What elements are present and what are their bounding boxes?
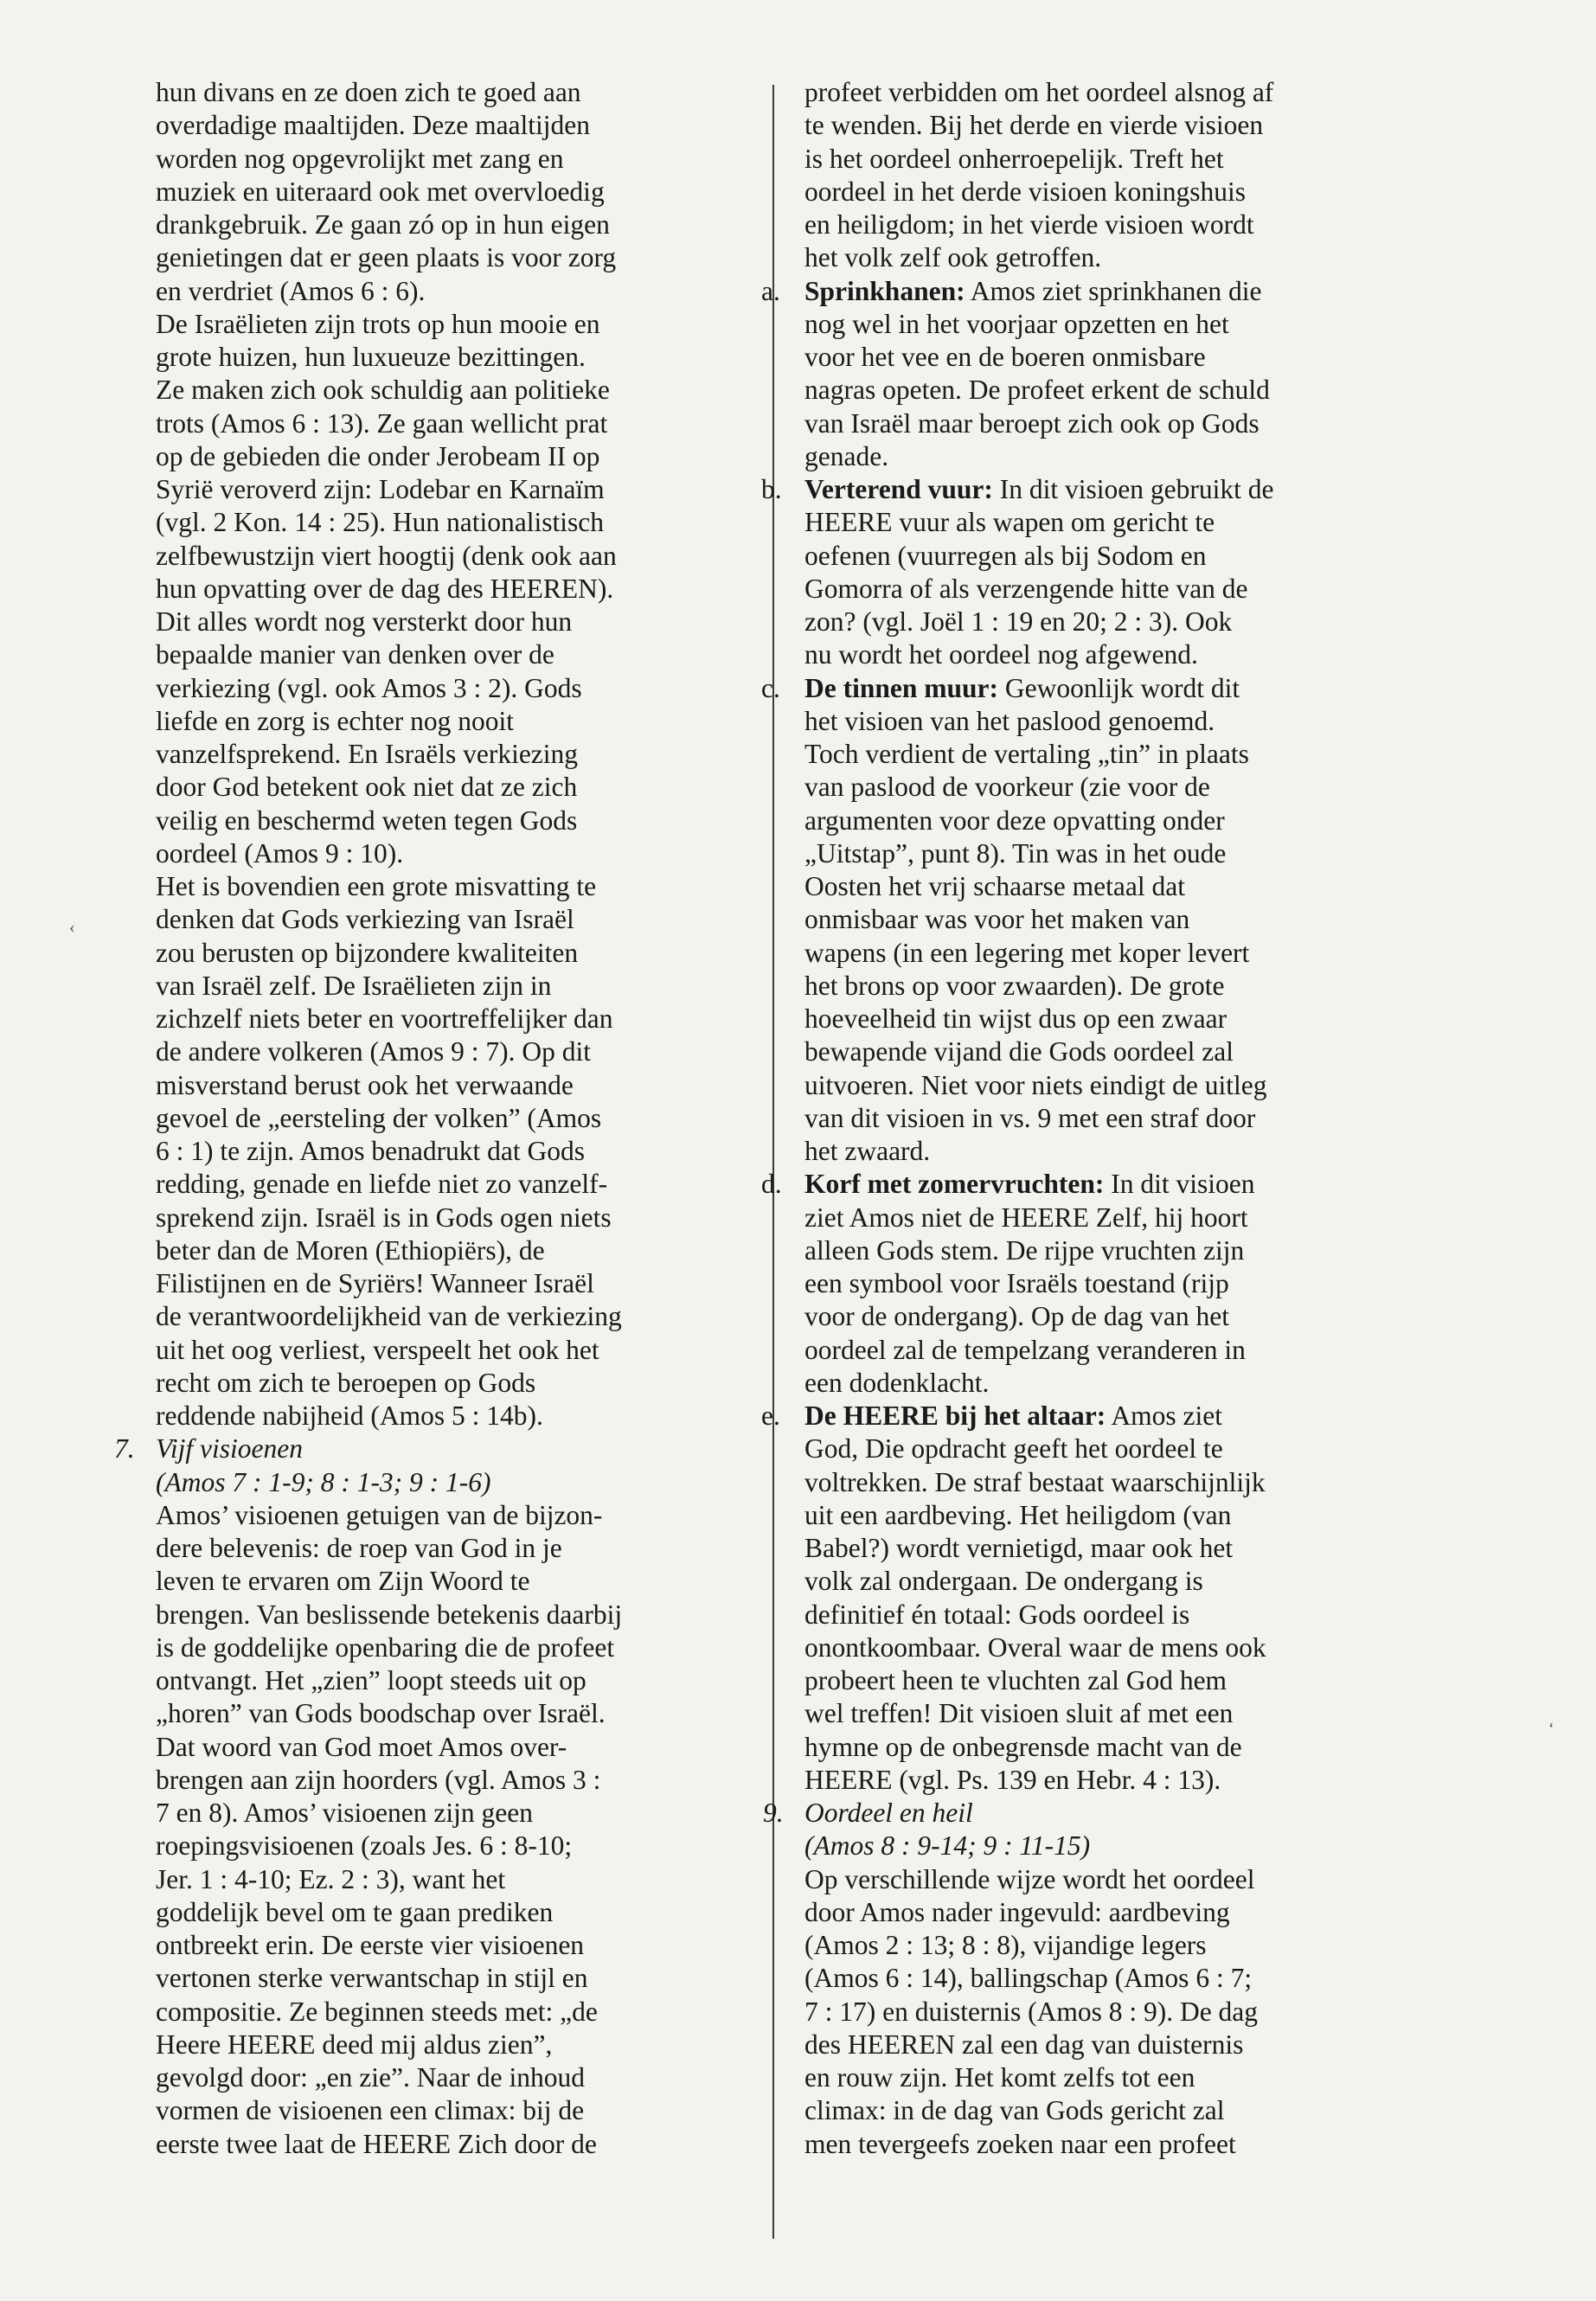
- text-line: sprekend zijn. Israël is in Gods ogen niets: [156, 1202, 612, 1233]
- text-line: denken dat Gods verkiezing van Israël: [156, 904, 574, 935]
- text-line: vertonen sterke verwantschap in stijl en: [156, 1963, 588, 1994]
- item-first-text: In dit visioen: [1104, 1169, 1255, 1200]
- text-line: het volk zelf ook getroffen.: [804, 242, 1102, 273]
- item-first-line: [804, 1400, 1393, 1433]
- text-line: ziet Amos niet de HEERE Zelf, hij hoort: [804, 1202, 1248, 1233]
- text-line: Ze maken zich ook schuldig aan politieke: [156, 375, 610, 406]
- text-line: Het is bovendien een grote misvatting te: [156, 871, 597, 901]
- margin-mark: ‹: [69, 918, 75, 937]
- item-first-text: Amos ziet: [1106, 1400, 1222, 1431]
- text-line: eerste twee laat de HEERE Zich door de: [156, 2128, 597, 2159]
- text-line: genade.: [804, 440, 889, 471]
- right-column: [761, 76, 1393, 2161]
- item-first-text: Amos ziet sprinkhanen die: [965, 275, 1262, 306]
- vision-item-a: [761, 275, 1393, 474]
- text-line: des HEEREN zal een dag van duisternis: [804, 2029, 1244, 2060]
- text-line: compositie. Ze beginnen steeds met: „de: [156, 1996, 598, 2027]
- text-line: het brons op voor zwaarden). De grote: [804, 970, 1225, 1001]
- text-line: uitvoeren. Niet voor niets eindigt de uitleg: [804, 1069, 1267, 1100]
- text-line: liefde en zorg is echter nog nooit: [156, 705, 515, 736]
- text-line: Syrië veroverd zijn: Lodebar en Karnaïm: [156, 474, 605, 504]
- text-line: bewapende vijand die Gods oordeel zal: [804, 1036, 1234, 1067]
- text-line: nog wel in het voorjaar opzetten en het: [804, 308, 1229, 339]
- item-heading: Korf met zomervruchten:: [804, 1169, 1105, 1200]
- text-line: zichzelf niets beter en voortreffelijker dan: [156, 1003, 613, 1034]
- text-line: (vgl. 2 Kon. 14 : 25). Hun nationalistisch: [156, 507, 604, 538]
- text-line: (Amos 2 : 13; 8 : 8), vijandige legers: [804, 1930, 1207, 1960]
- text-line: reddende nabijheid (Amos 5 : 14b).: [156, 1400, 543, 1431]
- left-column: [114, 76, 744, 2161]
- text-line: uit een aardbeving. Het heiligdom (van: [804, 1499, 1232, 1530]
- text-line: oefenen (vuurregen als bij Sodom en: [804, 540, 1207, 571]
- margin-mark: ‘: [1548, 1720, 1554, 1739]
- text-line: veilig en beschermd weten tegen Gods: [156, 804, 578, 836]
- vision-item-c: [761, 672, 1393, 1169]
- text-line: overdadige maaltijden. Deze maaltijden: [156, 110, 591, 141]
- text-line: verkiezing (vgl. ook Amos 3 : 2). Gods: [156, 672, 582, 703]
- item-first-text: Gewoonlijk wordt dit: [998, 672, 1240, 703]
- section-title: Oordeel en heil: [804, 1798, 973, 1828]
- text-line: gevolgd door: „en zie”. Naar de inhoud: [156, 2062, 585, 2093]
- text-line: van dit visioen in vs. 9 met een straf door: [804, 1102, 1256, 1133]
- section-reference: (Amos 8 : 9-14; 9 : 11-15): [804, 1830, 1091, 1862]
- text-line: 7 : 17) en duisternis (Amos 8 : 9). De dag: [804, 1996, 1259, 2027]
- item-heading: De HEERE bij het altaar:: [804, 1400, 1106, 1431]
- text-line: de andere volkeren (Amos 9 : 7). Op dit: [156, 1036, 591, 1067]
- text-line: Amos’ visioenen getuigen van de bijzon-: [156, 1499, 603, 1530]
- text-line: grote huizen, hun luxueuze bezittingen.: [156, 342, 586, 372]
- text-line: Op verschillende wijze wordt het oordeel: [804, 1863, 1255, 1894]
- text-line: dere belevenis: de roep van God in je: [156, 1533, 562, 1563]
- vision-item-d: [761, 1168, 1393, 1400]
- text-line: worden nog opgevrolijkt met zang en: [156, 143, 564, 174]
- text-line: argumenten voor deze opvatting onder: [804, 804, 1225, 836]
- text-line: oordeel (Amos 9 : 10).: [156, 837, 404, 868]
- text-line: het visioen van het paslood genoemd.: [804, 705, 1215, 736]
- text-line: Jer. 1 : 4-10; Ez. 2 : 3), want het: [156, 1863, 506, 1894]
- text-line: door God betekent ook niet dat ze zich: [156, 772, 578, 803]
- item-heading: De tinnen muur:: [804, 672, 999, 703]
- text-line: vormen de visioenen een climax: bij de: [156, 2095, 585, 2126]
- item-first-line: [804, 275, 1393, 308]
- section-title: Vijf visioenen: [156, 1433, 303, 1465]
- text-line: Filistijnen en de Syriërs! Wanneer Israël: [156, 1268, 594, 1298]
- text-line: trots (Amos 6 : 13). Ze gaan wellicht prat: [156, 407, 608, 439]
- text-line: het zwaard.: [804, 1136, 931, 1166]
- text-line: „horen” van Gods boodschap over Israël.: [156, 1698, 606, 1729]
- item-heading: Verterend vuur:: [804, 474, 993, 504]
- text-line: voltrekken. De straf bestaat waarschijnlijk: [804, 1466, 1266, 1497]
- item-first-line: [804, 1168, 1393, 1201]
- text-line: volk zal ondergaan. De ondergang is: [804, 1566, 1203, 1597]
- text-line: en rouw zijn. Het komt zelfs tot een: [804, 2062, 1195, 2093]
- item-marker: e.: [761, 1400, 780, 1431]
- text-line: voor het vee en de boeren onmisbare: [804, 342, 1206, 372]
- text-line: Dat woord van God moet Amos over-: [156, 1731, 567, 1762]
- right-intro-text: [804, 76, 1393, 275]
- text-line: God, Die opdracht geeft het oordeel te: [804, 1433, 1223, 1465]
- text-line: probeert heen te vluchten zal God hem: [804, 1665, 1227, 1695]
- section-number: 9.: [763, 1798, 784, 1828]
- text-line: „Uitstap”, punt 8). Tin was in het oude: [804, 837, 1227, 868]
- text-line: men tevergeefs zoeken naar een profeet: [804, 2128, 1236, 2159]
- left-intro-text: [156, 76, 744, 1433]
- text-line: muziek en uiteraard ook met overvloedig: [156, 176, 605, 207]
- text-line: HEERE (vgl. Ps. 139 en Hebr. 4 : 13).: [804, 1764, 1221, 1795]
- text-line: een dodenklacht.: [804, 1367, 990, 1398]
- text-line: recht om zich te beroepen op Gods: [156, 1367, 536, 1398]
- text-line: wel treffen! Dit visioen sluit af met een: [804, 1698, 1234, 1729]
- text-line: nu wordt het oordeel nog afgewend.: [804, 639, 1198, 670]
- text-line: profeet verbidden om het oordeel alsnog af: [804, 77, 1274, 107]
- text-line: climax: in de dag van Gods gericht zal: [804, 2095, 1225, 2126]
- text-line: redding, genade en liefde niet zo vanzelf-: [156, 1169, 608, 1200]
- text-line: brengen aan zijn hoorders (vgl. Amos 3 :: [156, 1764, 601, 1795]
- item-heading: Sprinkhanen:: [804, 275, 965, 306]
- text-line: goddelijk bevel om te gaan prediken: [156, 1896, 554, 1927]
- text-line: 7 en 8). Amos’ visioenen zijn geen: [156, 1798, 533, 1828]
- text-line: HEERE vuur als wapen om gericht te: [804, 507, 1215, 538]
- text-line: is de goddelijke openbaring die de profeet: [156, 1631, 615, 1663]
- text-line: door Amos nader ingevuld: aardbeving: [804, 1896, 1230, 1927]
- text-line: beter dan de Moren (Ethiopiërs), de: [156, 1234, 545, 1266]
- text-line: van Israël maar beroept zich ook op Gods: [804, 407, 1259, 439]
- text-line: onmisbaar was voor het maken van: [804, 904, 1190, 935]
- text-line: nagras opeten. De profeet erkent de schuld: [804, 375, 1270, 406]
- text-line: te wenden. Bij het derde en vierde visioen: [804, 110, 1264, 141]
- text-line: oordeel in het derde visioen koningshuis: [804, 176, 1247, 207]
- text-line: hymne op de onbegrensde macht van de: [804, 1731, 1242, 1762]
- text-line: van Israël zelf. De Israëlieten zijn in: [156, 970, 552, 1001]
- text-line: ontvangt. Het „zien” loopt steeds uit op: [156, 1665, 586, 1695]
- text-line: vanzelfsprekend. En Israëls verkiezing: [156, 739, 579, 769]
- text-line: is het oordeel onherroepelijk. Treft het: [804, 143, 1224, 174]
- text-line: onontkoombaar. Overal waar de mens ook: [804, 1631, 1266, 1663]
- text-line: zon? (vgl. Joël 1 : 19 en 20; 2 : 3). Ook: [804, 606, 1233, 637]
- text-line: en heiligdom; in het vierde visioen wordt: [804, 209, 1254, 240]
- text-line: en verdriet (Amos 6 : 6).: [156, 275, 426, 306]
- text-line: Toch verdient de vertaling „tin” in plaats: [804, 739, 1249, 769]
- text-line: brengen. Van beslissende betekenis daarbij: [156, 1599, 623, 1630]
- text-line: 6 : 1) te zijn. Amos benadrukt dat Gods: [156, 1136, 586, 1166]
- text-line: wapens (in een legering met koper levert: [804, 937, 1250, 968]
- text-line: (Amos 6 : 14), ballingschap (Amos 6 : 7;: [804, 1963, 1253, 1994]
- text-line: hun divans en ze doen zich te goed aan: [156, 77, 581, 107]
- section-number: 7.: [114, 1433, 135, 1465]
- column-divider: [772, 85, 774, 2239]
- text-line: oordeel zal de tempelzang veranderen in: [804, 1334, 1246, 1365]
- text-line: op de gebieden die onder Jerobeam II op: [156, 440, 600, 471]
- text-line: drankgebruik. Ze gaan zó op in hun eigen: [156, 209, 610, 240]
- item-first-line: [804, 473, 1393, 506]
- item-marker: d.: [761, 1169, 782, 1200]
- item-first-line: [804, 672, 1393, 705]
- vision-item-b: [761, 473, 1393, 672]
- text-line: Dit alles wordt nog versterkt door hun: [156, 606, 573, 637]
- text-line: hun opvatting over de dag des HEEREN).: [156, 573, 614, 604]
- text-line: ontbreekt erin. De eerste vier visioenen: [156, 1930, 585, 1960]
- text-line: van paslood de voorkeur (zie voor de: [804, 772, 1210, 803]
- text-line: zelfbewustzijn viert hoogtij (denk ook aan: [156, 540, 617, 571]
- text-line: zou berusten op bijzondere kwaliteiten: [156, 937, 579, 968]
- text-line: alleen Gods stem. De rijpe vruchten zijn: [804, 1234, 1245, 1266]
- text-line: Babel?) wordt vernietigd, maar ook het: [804, 1533, 1234, 1563]
- text-line: Oosten het vrij schaarse metaal dat: [804, 871, 1185, 901]
- text-line: leven te ervaren om Zijn Woord te: [156, 1566, 530, 1597]
- item-marker: c.: [761, 672, 780, 703]
- vision-item-e: [761, 1400, 1393, 1797]
- text-line: voor de ondergang). Op de dag van het: [804, 1301, 1230, 1332]
- section-reference: (Amos 7 : 1-9; 8 : 1-3; 9 : 1-6): [156, 1466, 491, 1497]
- item-marker: b.: [761, 474, 782, 504]
- text-line: Gomorra of als verzengende hitte van de: [804, 573, 1248, 604]
- text-line: genietingen dat er geen plaats is voor zorg: [156, 242, 617, 273]
- text-line: uit het oog verliest, verspeelt het ook het: [156, 1334, 599, 1365]
- text-line: misverstand berust ook het verwaande: [156, 1069, 574, 1100]
- text-line: definitief én totaal: Gods oordeel is: [804, 1599, 1190, 1630]
- text-line: een symbool voor Israëls toestand (rijp: [804, 1268, 1229, 1298]
- text-line: Heere HEERE deed mij aldus zien”,: [156, 2029, 553, 2060]
- text-line: hoeveelheid tin wijst dus op een zwaar: [804, 1003, 1227, 1034]
- item-first-text: In dit visioen gebruikt de: [992, 474, 1274, 504]
- section-9: [763, 1797, 1393, 2161]
- text-line: gevoel de „eersteling der volken” (Amos: [156, 1102, 602, 1133]
- text-line: de verantwoordelijkheid van de verkiezing: [156, 1301, 622, 1332]
- section-7: [114, 1433, 744, 2161]
- text-line: bepaalde manier van denken over de: [156, 639, 554, 670]
- item-marker: a.: [761, 275, 780, 306]
- text-line: roepingsvisioenen (zoals Jes. 6 : 8-10;: [156, 1830, 573, 1862]
- text-line: De Israëlieten zijn trots op hun mooie en: [156, 308, 600, 339]
